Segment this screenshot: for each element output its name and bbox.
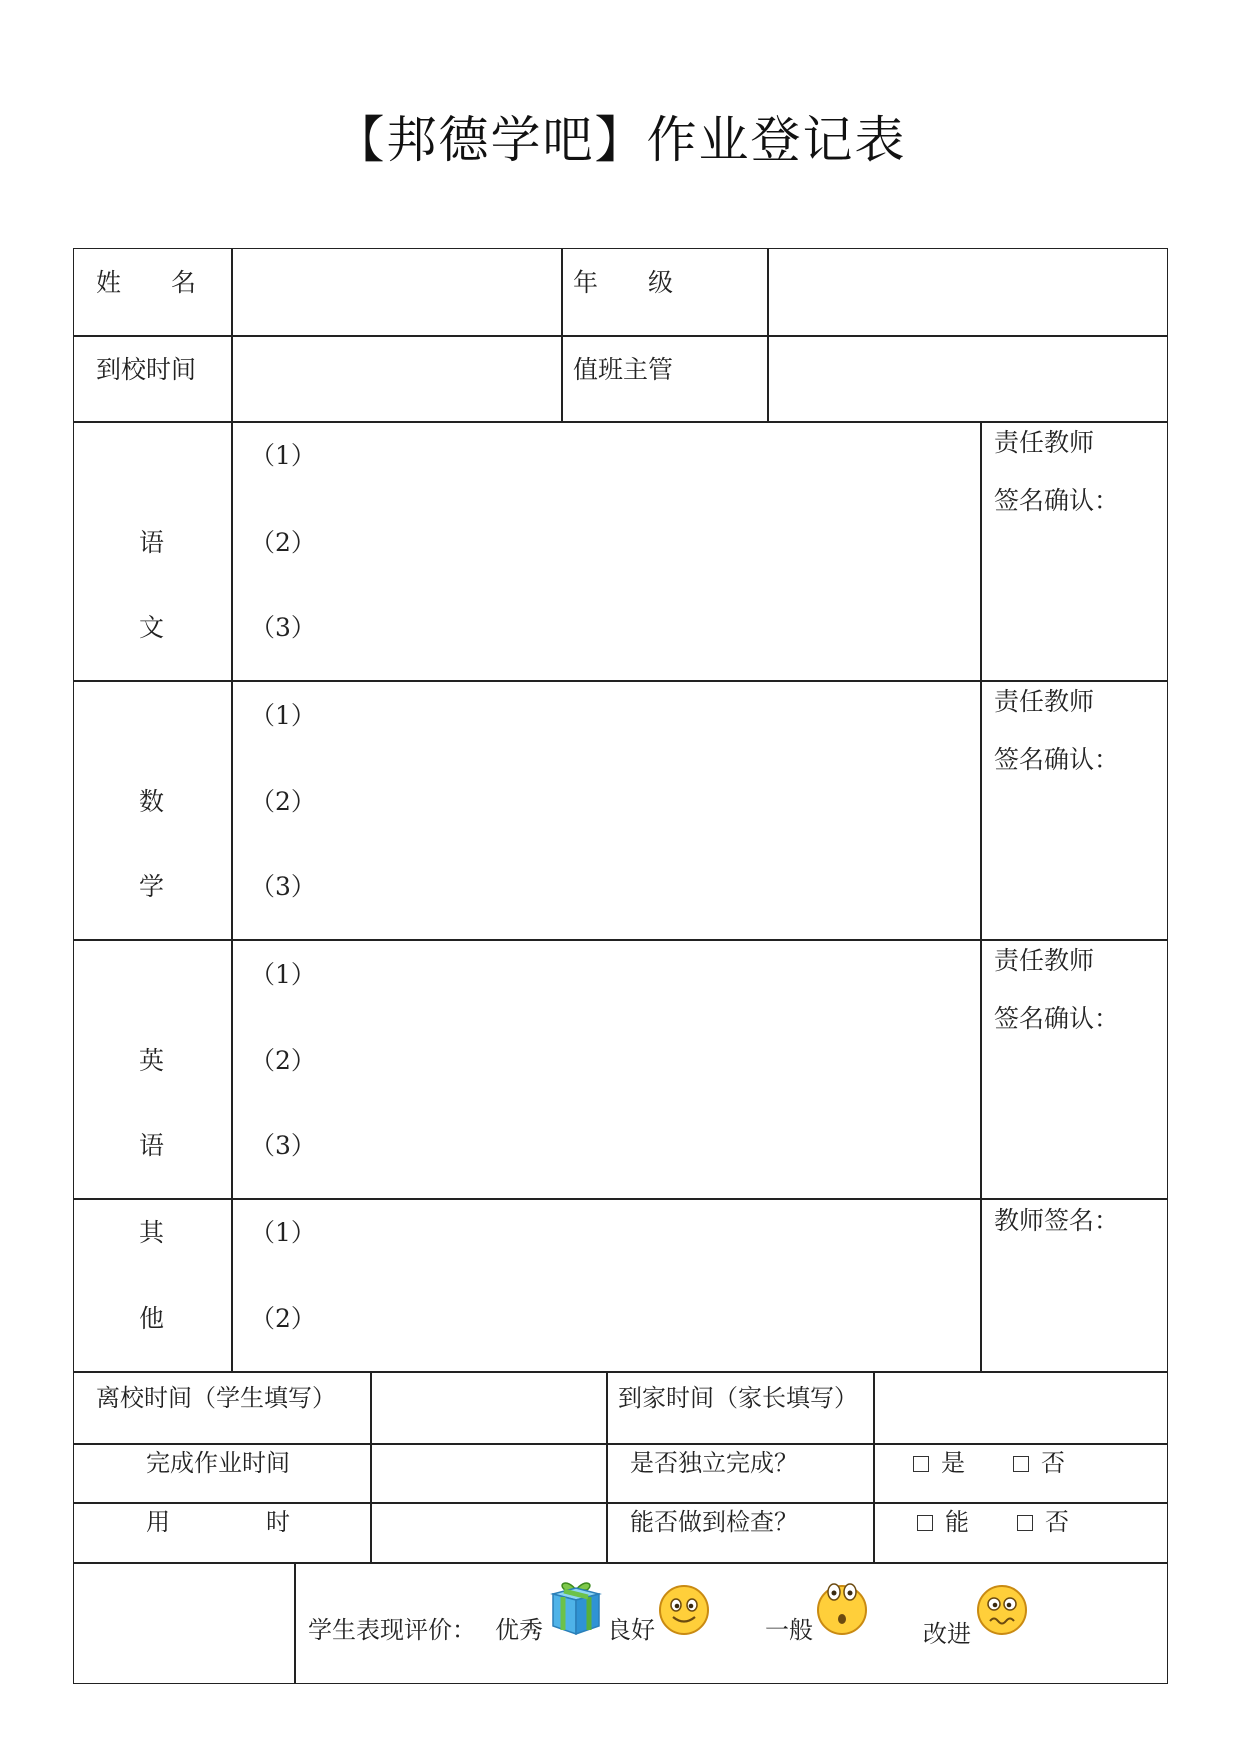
teacher-sign-confirm[interactable]: 签名确认： [994, 1004, 1120, 1033]
teacher-sign-confirm[interactable]: 签名确认： [994, 745, 1120, 774]
duration-label: 用 时 [146, 1508, 290, 1536]
independent-label: 是否独立完成？ [630, 1449, 798, 1477]
leave-time-field[interactable] [372, 1373, 605, 1442]
arrival-time-field[interactable] [232, 337, 560, 421]
page-title: 【邦德学吧】作业登记表 [334, 111, 907, 169]
independent-no-option[interactable]: 否 [1013, 1451, 1065, 1475]
homework-item[interactable]: （3） [250, 872, 316, 901]
homework-item[interactable]: （3） [250, 613, 316, 642]
independent-no-checkbox[interactable] [1013, 1456, 1029, 1472]
duration-field[interactable] [372, 1504, 605, 1562]
gift-icon[interactable] [549, 1578, 603, 1636]
check-yes-checkbox[interactable] [917, 1515, 933, 1531]
subject-math-char2: 学 [139, 872, 165, 901]
subject-english-char2: 语 [139, 1131, 165, 1160]
arrival-time-label: 到校时间 [96, 355, 197, 384]
check-no-option[interactable]: 否 [1017, 1510, 1069, 1534]
eval-excellent-label[interactable]: 优秀 [495, 1616, 543, 1644]
evaluation-label: 学生表现评价： [308, 1616, 476, 1644]
grade-label: 年 级 [573, 268, 674, 297]
eval-average-label[interactable]: 一般 [765, 1616, 813, 1644]
check-no-checkbox[interactable] [1017, 1515, 1033, 1531]
home-time-field[interactable] [875, 1373, 1166, 1442]
supervisor-label: 值班主管 [573, 355, 674, 384]
teacher-sign-label: 责任教师 [994, 687, 1095, 716]
leave-time-label: 离校时间（学生填写） [96, 1384, 336, 1412]
worried-face-icon[interactable] [975, 1583, 1029, 1637]
grade-field[interactable] [768, 249, 1166, 334]
teacher-sign-label[interactable]: 教师签名： [994, 1206, 1120, 1235]
homework-item[interactable]: （1） [250, 701, 316, 730]
subject-chinese-char2: 文 [139, 613, 165, 642]
subject-math-char1: 数 [139, 787, 165, 816]
subject-english-char1: 英 [139, 1046, 165, 1075]
smile-face-icon[interactable] [657, 1583, 711, 1637]
homework-item[interactable]: （3） [250, 1131, 316, 1160]
homework-item[interactable]: （1） [250, 960, 316, 989]
subject-other-char1: 其 [139, 1218, 165, 1247]
teacher-sign-label: 责任教师 [994, 946, 1095, 975]
check-yes-option[interactable]: 能 [917, 1510, 969, 1534]
surprised-face-icon[interactable] [815, 1578, 869, 1638]
homework-item[interactable]: （1） [250, 1218, 316, 1247]
homework-item[interactable]: （2） [250, 1304, 316, 1333]
evaluation-blank-cell[interactable] [75, 1564, 293, 1682]
check-label: 能否做到检查？ [630, 1508, 798, 1536]
independent-yes-checkbox[interactable] [913, 1456, 929, 1472]
teacher-sign-label: 责任教师 [994, 428, 1095, 457]
eval-improve-label[interactable]: 改进 [923, 1620, 971, 1648]
supervisor-field[interactable] [768, 337, 1166, 421]
homework-item[interactable]: （1） [250, 441, 316, 470]
teacher-sign-confirm[interactable]: 签名确认： [994, 486, 1120, 515]
subject-other-char2: 他 [139, 1304, 165, 1333]
home-time-label: 到家时间（家长填写） [618, 1384, 858, 1412]
independent-yes-option[interactable]: 是 [913, 1451, 965, 1475]
homework-item[interactable]: （2） [250, 787, 316, 816]
eval-good-label[interactable]: 良好 [607, 1616, 655, 1644]
name-field[interactable] [232, 249, 560, 334]
homework-item[interactable]: （2） [250, 528, 316, 557]
subject-chinese-char1: 语 [139, 528, 165, 557]
finish-time-label: 完成作业时间 [146, 1449, 290, 1477]
homework-item[interactable]: （2） [250, 1046, 316, 1075]
name-label: 姓 名 [96, 268, 197, 297]
finish-time-field[interactable] [372, 1445, 605, 1501]
